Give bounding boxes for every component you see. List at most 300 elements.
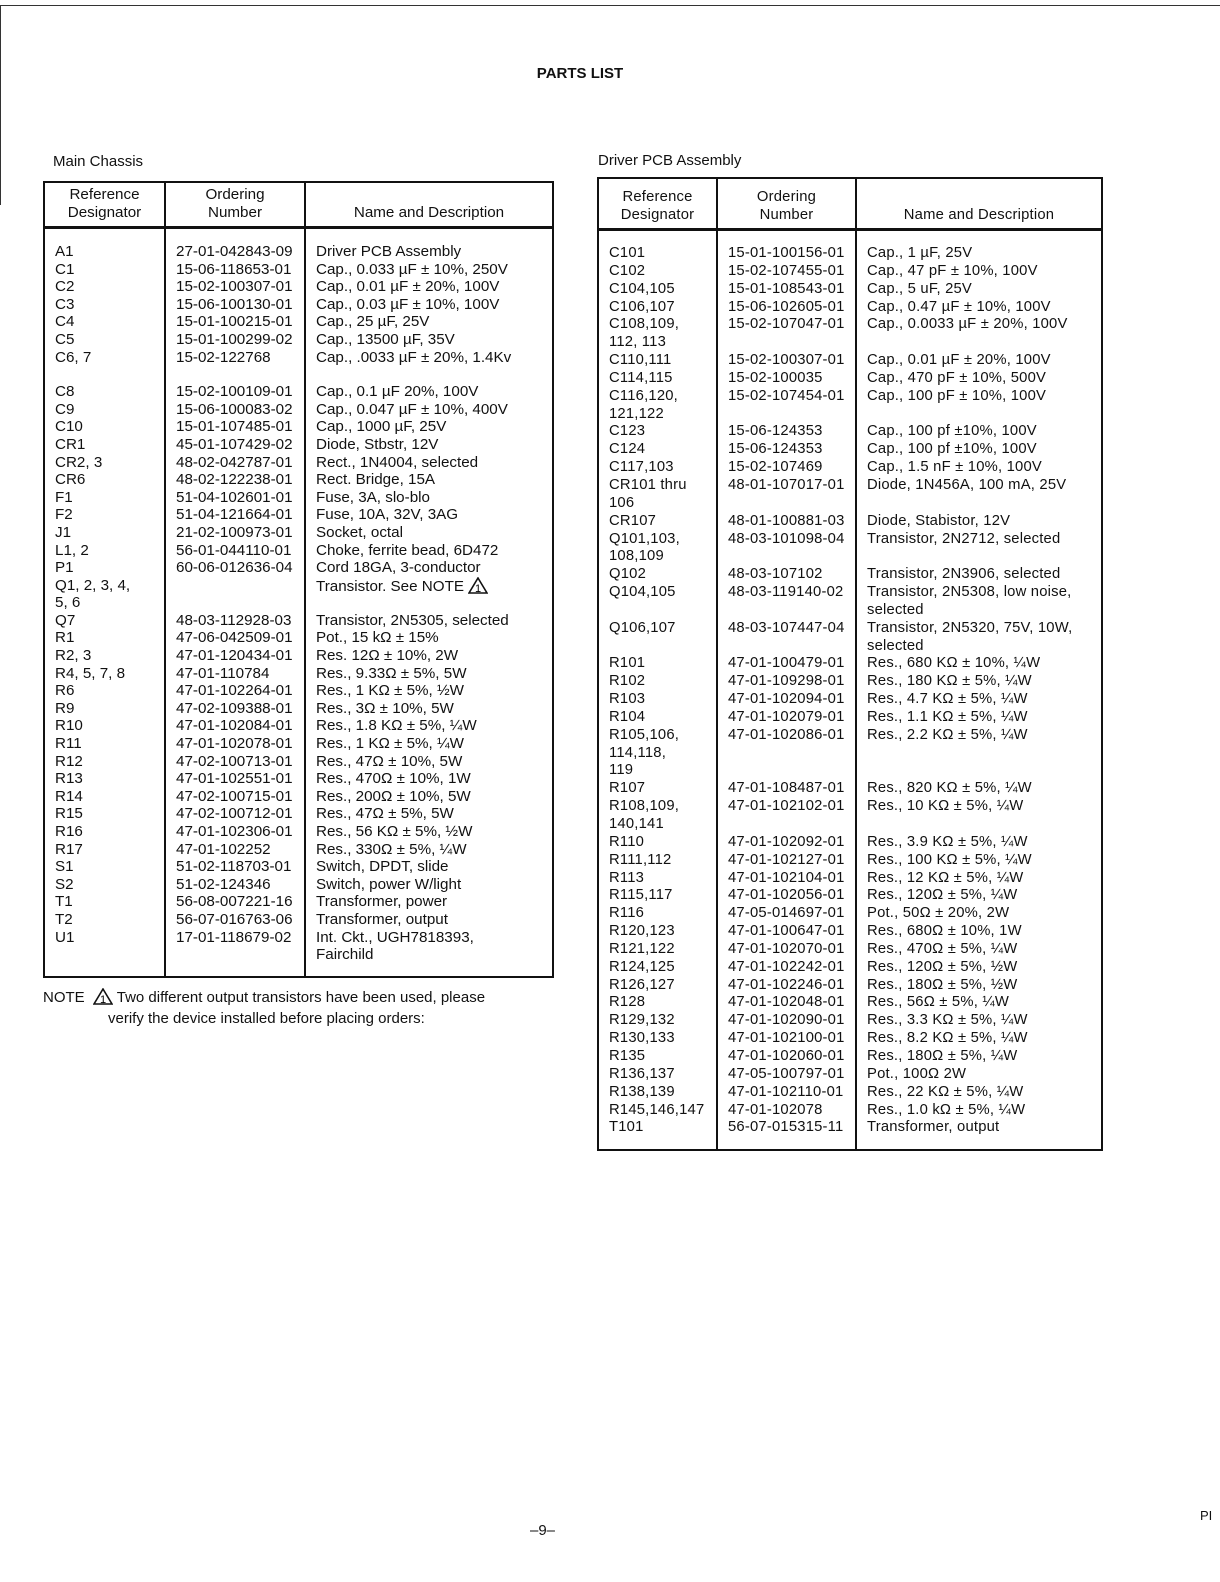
table-row [44, 929, 553, 977]
table-row [598, 1119, 1102, 1150]
description-cell-text: Res., 56 KΩ ± 5%, ½W [316, 823, 473, 840]
warning-triangle-icon [468, 577, 488, 599]
ordering-number-cell [717, 1119, 856, 1150]
table-row [44, 665, 553, 683]
reference-designator-cell-text: F1 [55, 488, 73, 506]
ordering-number-cell-text: 47-05-014697-01 [728, 905, 845, 922]
reference-designator-cell [598, 441, 717, 459]
description-cell-text: Cap., .0033 µF ± 20%, 1.4Kv [316, 348, 512, 366]
ordering-number-cell-text: 17-01-118679-02 [176, 928, 292, 946]
description-cell [856, 370, 1102, 388]
reference-designator-cell-text: T1 [55, 893, 73, 911]
ordering-number-cell [165, 366, 305, 401]
ordering-number-cell [717, 852, 856, 870]
ordering-number-cell-text: 47-06-042509-01 [176, 629, 293, 647]
table-row [598, 584, 1102, 620]
reference-designator-cell [598, 1066, 717, 1084]
reference-designator-cell [44, 418, 165, 436]
table-row [598, 1066, 1102, 1084]
reference-designator-cell-text: R11 [55, 735, 82, 753]
ordering-number-cell-text: 48-03-112928-03 [176, 611, 292, 629]
reference-designator-cell [44, 331, 165, 349]
table-row [44, 629, 553, 647]
ordering-number-cell-text: 15-02-100307-01 [176, 278, 293, 296]
ordering-number-cell-text: 48-02-042787-01 [176, 453, 293, 471]
reference-designator-cell-text: J1 [55, 523, 72, 541]
ordering-number-cell-text: 48-02-122238-01 [176, 471, 293, 489]
description-cell-text: Switch, DPDT, slide [316, 858, 449, 876]
reference-designator-cell [44, 577, 165, 612]
reference-designator-cell-text: C1 [55, 260, 75, 278]
reference-designator-cell-text: F2 [55, 506, 73, 524]
description-cell-text: Res., 100 KΩ ± 5%, ¼W [867, 851, 1032, 868]
ordering-number-cell-text: 15-01-100299-02 [176, 330, 293, 348]
reference-designator-cell [44, 753, 165, 771]
warning-triangle-icon [93, 988, 113, 1010]
table-row [598, 852, 1102, 870]
ordering-number-cell-text: 47-02-100715-01 [176, 787, 293, 805]
reference-designator-cell-text: R129,132 [609, 1012, 675, 1029]
description-cell-text: Res., 1.0 kΩ ± 5%, ¼W [867, 1101, 1026, 1118]
description-cell-text: Cap., 1.5 nF ± 10%, 100V [867, 459, 1042, 476]
reference-designator-cell-text: R14 [55, 787, 83, 805]
table-row [44, 349, 553, 367]
ordering-number-cell-text: 47-02-100713-01 [176, 752, 293, 770]
table-row [44, 770, 553, 788]
reference-designator-cell-text: CR107 [609, 512, 657, 529]
table-row [598, 620, 1102, 656]
description-cell-text: Transistor, 2N5308, low noise, selected [867, 584, 1072, 618]
ordering-number-cell [165, 418, 305, 436]
reference-designator-cell-text: R145,146,147 [609, 1101, 705, 1118]
description-cell [856, 477, 1102, 513]
ordering-number-cell-text: 15-02-107454-01 [728, 387, 845, 404]
ordering-number-cell-text: 15-06-100083-02 [176, 400, 293, 418]
reference-designator-cell [598, 923, 717, 941]
description-cell [305, 647, 553, 665]
description-cell-text: Cap., 0.1 µF 20%, 100V [316, 383, 479, 401]
description-cell-text: Res., 10 KΩ ± 5%, ¼W [867, 798, 1024, 815]
reference-designator-cell-text: C101 [609, 245, 646, 261]
description-cell-text: Diode, Stabistor, 12V [867, 512, 1011, 529]
ordering-number-cell-text: 47-01-102070-01 [728, 940, 845, 957]
reference-designator-cell [598, 1119, 717, 1150]
ordering-number-cell-text: 15-06-118653-01 [176, 260, 292, 278]
ordering-number-cell-text: 15-06-124353 [728, 423, 823, 440]
table-row [598, 709, 1102, 727]
table-row [598, 834, 1102, 852]
description-cell-text: Transformer, output [316, 910, 448, 928]
description-cell [305, 366, 553, 401]
ordering-number-cell [165, 612, 305, 630]
reference-designator-cell-text: C10 [55, 418, 83, 436]
reference-designator-cell-text: Q101,103, 108,109 [609, 530, 680, 565]
reference-designator-cell-text: R15 [55, 805, 83, 823]
ordering-number-cell [717, 531, 856, 567]
note-line-1: Two different output transistors have been used, please [116, 989, 486, 1006]
reference-designator-cell-text: C4 [55, 313, 75, 331]
table-row [598, 870, 1102, 888]
description-cell-text: Res., 3.9 KΩ ± 5%, ¼W [867, 833, 1028, 850]
description-cell-text: Transistor, 2N2712, selected [867, 530, 1061, 547]
table-header-row [598, 178, 1102, 230]
reference-designator-cell [44, 929, 165, 977]
description-cell [856, 299, 1102, 317]
table-row [598, 727, 1102, 781]
ordering-number-cell-text: 15-02-122768 [176, 348, 271, 366]
description-cell-text: Res., 1.8 KΩ ± 5%, ¼W [316, 717, 477, 735]
description-cell [856, 780, 1102, 798]
ordering-number-cell-text: 56-08-007221-16 [176, 893, 293, 911]
ordering-number-cell-text: 47-01-100647-01 [728, 923, 845, 940]
description-cell [856, 834, 1102, 852]
ordering-number-cell [717, 780, 856, 798]
reference-designator-cell-text: R103 [609, 691, 646, 708]
ordering-number-cell [717, 691, 856, 709]
ordering-number-cell [717, 673, 856, 691]
ordering-number-cell-text: 48-03-107102 [728, 566, 823, 583]
page-border-top [0, 5, 1220, 6]
ordering-number-cell-text: 15-06-124353 [728, 441, 823, 458]
table-row [598, 352, 1102, 370]
ordering-number-cell-text: 51-02-118703-01 [176, 858, 292, 876]
reference-designator-cell [44, 261, 165, 279]
description-cell-text: Cap., 5 uF, 25V [867, 280, 972, 297]
reference-designator-cell [44, 471, 165, 489]
reference-designator-cell-text: R110 [609, 833, 645, 850]
ordering-number-cell [717, 1066, 856, 1084]
reference-designator-cell-text: CR2, 3 [55, 453, 103, 471]
reference-designator-cell-text: R13 [55, 770, 83, 788]
reference-designator-cell [598, 941, 717, 959]
reference-designator-cell [598, 834, 717, 852]
description-cell-text: Rect., 1N4004, selected [316, 453, 479, 471]
reference-designator-cell-text: T2 [55, 910, 73, 928]
ordering-number-cell-text: 47-01-102084-01 [176, 717, 293, 735]
reference-designator-cell-text: R115,117 [609, 887, 673, 904]
ordering-number-cell [717, 230, 856, 263]
header-name-description: Name and Description [305, 182, 553, 228]
ordering-number-cell-text: 47-01-100479-01 [728, 655, 845, 672]
ordering-number-cell-text: 56-01-044110-01 [176, 541, 292, 559]
ordering-number-cell [165, 893, 305, 911]
reference-designator-cell [44, 682, 165, 700]
reference-designator-cell-text: C102 [609, 262, 646, 279]
table-row [598, 673, 1102, 691]
reference-designator-cell [44, 349, 165, 367]
description-cell-text: Res., 120Ω ± 5%, ½W [867, 958, 1018, 975]
table-row [44, 506, 553, 524]
description-cell [305, 454, 553, 472]
ordering-number-cell-text: 47-01-102252 [176, 840, 271, 858]
corner-mark: PI [1200, 1508, 1213, 1523]
ordering-number-cell-text: 47-01-102264-01 [176, 682, 293, 700]
ordering-number-cell [165, 559, 305, 577]
description-cell [856, 513, 1102, 531]
ordering-number-cell [717, 1048, 856, 1066]
reference-designator-cell-text: R126,127 [609, 976, 675, 993]
description-cell-text: Res., 56Ω ± 5%, ¼W [867, 994, 1010, 1011]
table-row [598, 887, 1102, 905]
ordering-number-cell [165, 489, 305, 507]
page-border-left [0, 5, 1, 205]
reference-designator-cell [44, 647, 165, 665]
ordering-number-cell-text: 47-01-102551-01 [176, 770, 293, 788]
ordering-number-cell [717, 994, 856, 1012]
ordering-number-cell-text: 56-07-016763-06 [176, 910, 293, 928]
description-cell [305, 682, 553, 700]
table-row [598, 994, 1102, 1012]
table-row [44, 647, 553, 665]
ordering-number-cell [717, 977, 856, 995]
reference-designator-cell [44, 805, 165, 823]
table-header-row [44, 182, 553, 228]
description-cell [856, 459, 1102, 477]
table-row [44, 489, 553, 507]
ordering-number-cell-text: 15-01-108543-01 [728, 280, 845, 297]
reference-designator-cell-text: R128 [609, 994, 646, 1011]
ordering-number-cell [717, 441, 856, 459]
ordering-number-cell [717, 513, 856, 531]
reference-designator-cell-text: R12 [55, 752, 83, 770]
description-cell-text: Res., 470Ω ± 10%, 1W [316, 770, 471, 788]
description-cell [856, 316, 1102, 352]
ordering-number-cell [717, 566, 856, 584]
reference-designator-cell-text: C124 [609, 441, 646, 458]
description-cell [856, 566, 1102, 584]
ordering-number-cell [165, 542, 305, 560]
ordering-number-cell [717, 870, 856, 888]
transistor-note [43, 988, 563, 1028]
reference-designator-cell [44, 401, 165, 419]
reference-designator-cell [44, 313, 165, 331]
ordering-number-cell [165, 788, 305, 806]
description-cell-text: Res., 22 KΩ ± 5%, ¼W [867, 1083, 1024, 1100]
description-cell-text: Cap., 47 pF ± 10%, 100V [867, 262, 1038, 279]
description-cell-text: Cap., 1000 µF, 25V [316, 418, 447, 436]
table-row [44, 436, 553, 454]
reference-designator-cell [44, 858, 165, 876]
reference-designator-cell-text: C108,109, 112, 113 [609, 316, 680, 351]
ordering-number-cell [717, 281, 856, 299]
description-cell-text: Diode, 1N456A, 100 mA, 25V [867, 476, 1067, 493]
ordering-number-cell-text: 45-01-107429-02 [176, 435, 293, 453]
description-cell [305, 612, 553, 630]
description-cell [305, 436, 553, 454]
table-row [44, 559, 553, 577]
description-cell [856, 887, 1102, 905]
ordering-number-cell [165, 911, 305, 929]
description-cell-text: Res., 3.3 KΩ ± 5%, ¼W [867, 1012, 1028, 1029]
description-cell [856, 994, 1102, 1012]
reference-designator-cell [598, 887, 717, 905]
table-row [44, 577, 553, 612]
description-cell-text: Res., 1 KΩ ± 5%, ½W [316, 682, 464, 700]
ordering-number-cell [165, 647, 305, 665]
description-cell [305, 929, 553, 977]
ordering-number-cell [717, 388, 856, 424]
description-cell-text: Rect. Bridge, 15A [316, 471, 436, 489]
table-row [598, 388, 1102, 424]
reference-designator-cell-text: U1 [55, 928, 75, 946]
ordering-number-cell [717, 941, 856, 959]
table-row [44, 524, 553, 542]
description-cell [305, 331, 553, 349]
reference-designator-cell-text: C9 [55, 400, 75, 418]
ordering-number-cell-text: 47-01-102078 [728, 1101, 823, 1118]
table-row [44, 788, 553, 806]
description-cell-text: Res., 680Ω ± 10%, 1W [867, 923, 1022, 940]
description-cell [305, 542, 553, 560]
table-row [44, 717, 553, 735]
reference-designator-cell-text: R4, 5, 7, 8 [55, 664, 126, 682]
description-cell-text: Transistor, 2N5305, selected [316, 611, 509, 629]
reference-designator-cell [44, 770, 165, 788]
ordering-number-cell-text: 27-01-042843-09 [176, 243, 293, 260]
description-cell [856, 352, 1102, 370]
table-row [44, 418, 553, 436]
ordering-number-cell [717, 834, 856, 852]
reference-designator-cell [44, 788, 165, 806]
table-row [598, 959, 1102, 977]
reference-designator-cell [598, 959, 717, 977]
reference-designator-cell-text: L1, 2 [55, 541, 89, 559]
reference-designator-cell-text: CR101 thru 106 [609, 476, 687, 511]
reference-designator-cell-text: A1 [55, 243, 74, 260]
description-cell [305, 876, 553, 894]
ordering-number-cell-text: 47-01-102306-01 [176, 823, 293, 840]
reference-designator-cell [44, 436, 165, 454]
table-row [44, 612, 553, 630]
reference-designator-cell [598, 459, 717, 477]
reference-designator-cell [598, 1030, 717, 1048]
header-reference-designator: Reference Designator [598, 178, 717, 230]
reference-designator-cell-text: R107 [609, 780, 646, 797]
reference-designator-cell-text: R113 [609, 869, 645, 886]
description-cell [856, 870, 1102, 888]
table-row [598, 566, 1102, 584]
ordering-number-cell [165, 261, 305, 279]
reference-designator-cell-text: R6 [55, 682, 75, 700]
reference-designator-cell-text: R111,112 [609, 851, 672, 868]
table-row [44, 542, 553, 560]
reference-designator-cell-text: R120,123 [609, 923, 675, 940]
reference-designator-cell-text: C8 [55, 383, 75, 401]
ordering-number-cell [717, 905, 856, 923]
ordering-number-cell [165, 454, 305, 472]
ordering-number-cell-text: 15-02-100307-01 [728, 352, 845, 369]
reference-designator-cell [598, 1102, 717, 1120]
description-cell [305, 418, 553, 436]
description-cell [856, 1030, 1102, 1048]
description-cell [305, 559, 553, 577]
ordering-number-cell-text: 47-01-102056-01 [728, 887, 845, 904]
description-cell-text: Transistor. See NOTE [316, 577, 464, 595]
ordering-number-cell-text: 15-06-100130-01 [176, 295, 293, 313]
ordering-number-cell-text: 47-01-110784 [176, 664, 270, 682]
ordering-number-cell [165, 313, 305, 331]
ordering-number-cell [717, 1030, 856, 1048]
description-cell [856, 1119, 1102, 1150]
description-cell-text: Cap., 0.0033 µF ± 20%, 100V [867, 316, 1068, 333]
table-row [44, 471, 553, 489]
table-row [598, 1030, 1102, 1048]
reference-designator-cell [598, 870, 717, 888]
reference-designator-cell-text: R138,139 [609, 1083, 675, 1100]
reference-designator-cell [598, 709, 717, 727]
ordering-number-cell [165, 753, 305, 771]
description-cell-text: Transistor, 2N5320, 75V, 10W, selected [867, 619, 1073, 654]
ordering-number-cell-text: 15-06-102605-01 [728, 298, 845, 315]
reference-designator-cell [598, 230, 717, 263]
reference-designator-cell [44, 454, 165, 472]
ordering-number-cell [165, 700, 305, 718]
ordering-number-cell [717, 370, 856, 388]
reference-designator-cell [598, 299, 717, 317]
description-cell [856, 388, 1102, 424]
table-row [44, 841, 553, 859]
table-row [598, 477, 1102, 513]
description-cell-text: Res., 12 KΩ ± 5%, ¼W [867, 869, 1024, 886]
description-cell-text: Pot., 100Ω 2W [867, 1065, 967, 1082]
page-number: –9– [530, 1522, 556, 1539]
ordering-number-cell [165, 506, 305, 524]
table-row [598, 780, 1102, 798]
description-cell-text: Transformer, output [867, 1119, 1000, 1136]
ordering-number-cell [165, 577, 305, 612]
reference-designator-cell-text: C3 [55, 295, 75, 313]
description-cell-text: Cap., 0.47 µF ± 10%, 100V [867, 298, 1051, 315]
ordering-number-cell-text: 15-02-107469 [728, 459, 823, 476]
reference-designator-cell [44, 823, 165, 841]
table-row [598, 655, 1102, 673]
description-cell [305, 278, 553, 296]
ordering-number-cell-text: 51-04-102601-01 [176, 488, 293, 506]
description-cell [856, 977, 1102, 995]
description-cell [305, 489, 553, 507]
reference-designator-cell-text: C116,120, 121,122 [609, 387, 678, 422]
description-cell-text: Socket, octal [316, 523, 403, 541]
description-cell-text: Cap., 0.01 µF ± 20%, 100V [867, 352, 1051, 369]
description-cell [305, 296, 553, 314]
ordering-number-cell [165, 524, 305, 542]
table-row [44, 911, 553, 929]
reference-designator-cell [44, 876, 165, 894]
ordering-number-cell-text: 21-02-100973-01 [176, 523, 293, 541]
reference-designator-cell [598, 566, 717, 584]
description-cell-text: Res., 2.2 KΩ ± 5%, ¼W [867, 726, 1028, 743]
description-cell [856, 852, 1102, 870]
table-row [44, 858, 553, 876]
description-cell-text: Cap., 25 µF, 25V [316, 313, 430, 331]
description-cell [856, 263, 1102, 281]
reference-designator-cell-text: R1 [55, 629, 75, 647]
reference-designator-cell-text: R136,137 [609, 1065, 675, 1082]
reference-designator-cell [598, 655, 717, 673]
reference-designator-cell [598, 352, 717, 370]
ordering-number-cell [165, 876, 305, 894]
reference-designator-cell [598, 513, 717, 531]
ordering-number-cell-text: 47-01-109298-01 [728, 673, 845, 690]
reference-designator-cell [598, 994, 717, 1012]
ordering-number-cell-text: 48-03-119140-02 [728, 584, 844, 601]
reference-designator-cell [598, 281, 717, 299]
table-row [44, 735, 553, 753]
table-row [44, 313, 553, 331]
description-cell [856, 230, 1102, 263]
table-row [598, 1048, 1102, 1066]
ordering-number-cell [717, 1012, 856, 1030]
